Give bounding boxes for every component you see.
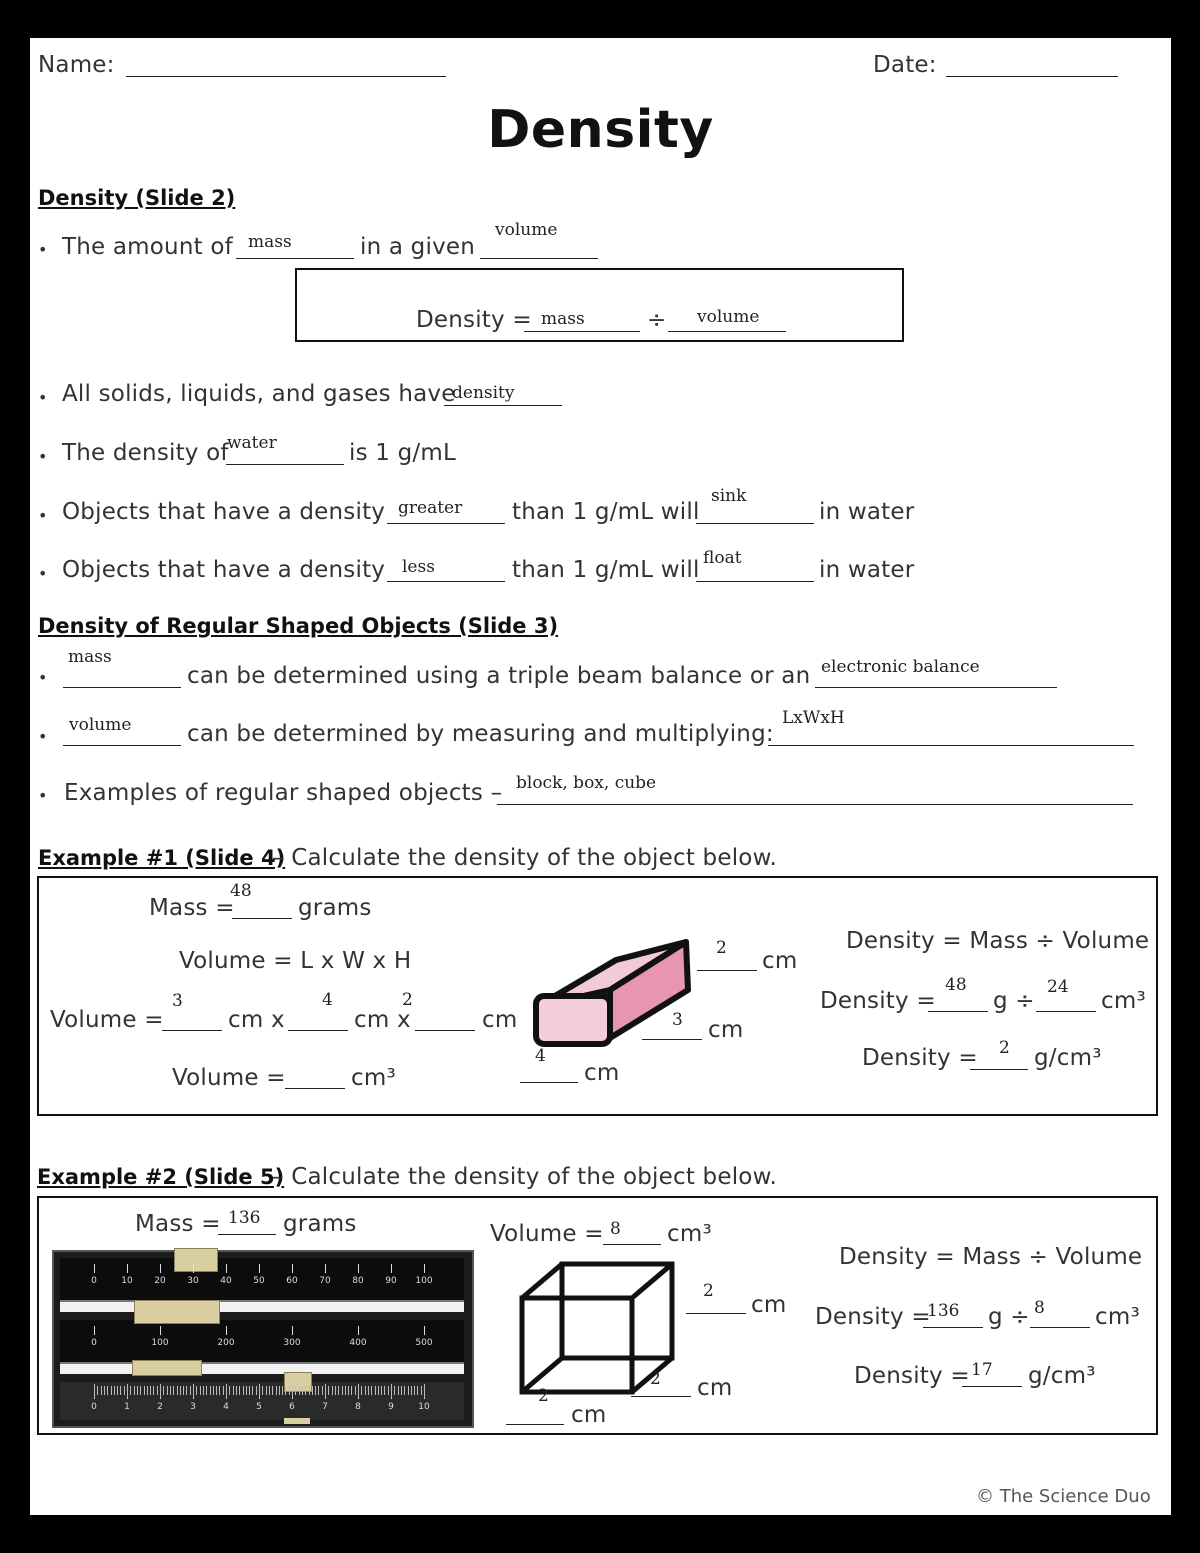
beam-3-graduation — [424, 1384, 425, 1398]
beam-3-graduation — [335, 1386, 336, 1395]
beam-3-graduation — [147, 1386, 148, 1395]
beam-1-scale-tick — [424, 1264, 425, 1273]
ex1-dim-top-blank[interactable] — [697, 970, 757, 971]
beam-1-scale-label: 0 — [91, 1276, 97, 1286]
b1-mid-text: in a given — [360, 234, 476, 260]
beam-3-graduation — [289, 1386, 290, 1395]
section-heading-regular-objects: Density of Regular Shaped Objects (Slide 3) — [38, 614, 559, 638]
b2-pre-text: All solids, liquids, and gases have — [62, 381, 456, 407]
s2-b1-answer-2: electronic balance — [821, 657, 980, 677]
beam-3-graduation — [318, 1386, 319, 1395]
beam-3-graduation — [411, 1386, 412, 1395]
beam-3-graduation — [157, 1386, 158, 1395]
ex2-dim-right-value: 2 — [703, 1281, 714, 1301]
ex1-dim-side-value: 3 — [672, 1010, 683, 1030]
beam-3-scale-label: 7 — [322, 1402, 328, 1412]
b1-answer-2: volume — [495, 220, 558, 240]
beam-2-scale-label: 100 — [151, 1338, 169, 1348]
ex1-length-blank[interactable] — [162, 1030, 222, 1031]
ex2-density-volume-blank[interactable] — [1030, 1327, 1090, 1328]
beam-3-graduation — [120, 1386, 121, 1395]
example1-heading: Example #1 (Slide 4) — [38, 846, 286, 870]
beam-3-graduation — [219, 1386, 220, 1395]
beam-1-scale-tick — [259, 1264, 260, 1273]
beam-2-scale-label: 0 — [91, 1338, 97, 1348]
beam-3-graduation — [137, 1386, 138, 1395]
name-field[interactable] — [126, 76, 446, 77]
ex1-dim-side-blank[interactable] — [642, 1039, 702, 1040]
beam-1-scale-tick — [127, 1264, 128, 1273]
beam-3-graduation — [375, 1386, 376, 1395]
beam-3-graduation — [368, 1386, 369, 1395]
b1-blank-2[interactable] — [480, 258, 598, 259]
ex2-g-div: g ÷ — [988, 1304, 1030, 1330]
beam-3-graduation — [183, 1386, 184, 1395]
section-heading-density: Density (Slide 2) — [38, 186, 236, 210]
ex1-density-result-unit: g/cm³ — [1034, 1045, 1102, 1071]
beam-3-graduation — [144, 1386, 145, 1395]
beam-3-graduation — [394, 1386, 395, 1395]
ex1-density-result-blank[interactable] — [970, 1069, 1028, 1070]
beam-3-graduation — [269, 1386, 270, 1395]
ex2-dim-bottom-unit: cm — [571, 1402, 607, 1428]
beam-1-scale-label: 20 — [154, 1276, 166, 1286]
beam-3-graduation — [345, 1386, 346, 1395]
ex2-dim-right-unit: cm — [751, 1292, 787, 1318]
beam-2-scale-label: 200 — [217, 1338, 235, 1348]
beam-3-graduation — [167, 1386, 168, 1395]
ex1-g-div: g ÷ — [993, 988, 1035, 1014]
ex2-density-result: 17 — [971, 1360, 993, 1380]
beam-1-scale-tick — [391, 1264, 392, 1273]
ex1-density-label: Density = — [820, 988, 936, 1014]
beam-3-graduation — [292, 1384, 293, 1398]
beam-3-graduation — [216, 1386, 217, 1395]
bullet-icon: • — [38, 786, 48, 805]
ex1-volume-formula: Volume = L x W x H — [179, 948, 412, 974]
beam-2-scale-tick — [358, 1326, 359, 1335]
beam-3-graduation — [302, 1386, 303, 1395]
ex1-volume-label-2: Volume = — [172, 1065, 286, 1091]
s2-b3-text: Examples of regular shaped objects – — [64, 780, 503, 806]
b1-pre-text: The amount of — [62, 234, 233, 260]
beam-3-graduation — [398, 1386, 399, 1395]
beam-3-graduation — [378, 1386, 379, 1395]
ex1-mass-blank[interactable] — [232, 918, 292, 919]
beam-3-graduation — [384, 1386, 385, 1395]
beam-1-scale-label: 70 — [319, 1276, 331, 1286]
name-label: Name: — [38, 52, 115, 78]
beam-3-graduation — [206, 1386, 207, 1395]
ex1-height-value: 2 — [402, 990, 413, 1010]
ex2-mass-blank[interactable] — [218, 1234, 276, 1235]
beam-3-graduation — [388, 1386, 389, 1395]
b4-pre-text: Objects that have a density — [62, 499, 386, 525]
ex2-density-label: Density = — [815, 1304, 931, 1330]
beam-1-scale-tick — [292, 1264, 293, 1273]
b1-answer-1: mass — [248, 232, 292, 252]
beam-3-graduation — [401, 1386, 402, 1395]
beam-3-graduation — [285, 1386, 286, 1395]
beam-3-graduation — [213, 1386, 214, 1395]
ex2-dim-bottom-value: 2 — [538, 1386, 549, 1406]
beam-3-graduation — [252, 1386, 253, 1395]
beam-3-graduation — [243, 1386, 244, 1395]
b1-blank-1[interactable] — [236, 258, 354, 259]
ex2-dim-bottom-blank[interactable] — [506, 1424, 564, 1425]
ex2-density-cm3: cm³ — [1095, 1304, 1140, 1330]
beam-rail-1 — [60, 1302, 464, 1312]
beam-2-scale-tick — [160, 1326, 161, 1335]
beam-3-graduation — [101, 1386, 102, 1395]
ex2-density-formula: Density = Mass ÷ Volume — [839, 1244, 1143, 1270]
beam-3-scale-label: 10 — [418, 1402, 430, 1412]
ex1-dim-side-unit: cm — [708, 1017, 744, 1043]
beam-2-scale-tick — [226, 1326, 227, 1335]
ex2-density-result-unit: g/cm³ — [1028, 1363, 1096, 1389]
beam-3-graduation — [417, 1386, 418, 1395]
beam-3-graduation — [348, 1386, 349, 1395]
beam-3-graduation — [236, 1386, 237, 1395]
ex1-dim-top-unit: cm — [762, 948, 798, 974]
date-field[interactable] — [946, 76, 1118, 77]
beam-3-graduation — [249, 1386, 250, 1395]
beam-3-scale-label: 2 — [157, 1402, 163, 1412]
ex2-density-mass-blank[interactable] — [923, 1327, 983, 1328]
ex1-density-cm3: cm³ — [1101, 988, 1146, 1014]
beam-3-graduation — [124, 1386, 125, 1395]
beam-3-graduation — [140, 1386, 141, 1395]
beam-3-graduation — [94, 1384, 95, 1398]
rider-2[interactable] — [134, 1300, 220, 1324]
beam-3-graduation — [404, 1386, 405, 1395]
beam-3-graduation — [309, 1386, 310, 1395]
beam-3-graduation — [239, 1386, 240, 1395]
beam-3-graduation — [153, 1386, 154, 1395]
s2-b3-blank[interactable] — [497, 804, 1133, 805]
b5-post-text: in water — [819, 557, 915, 583]
b2-blank[interactable] — [444, 405, 562, 406]
ex2-dim-right-blank[interactable] — [686, 1313, 746, 1314]
ex1-height-blank[interactable] — [415, 1030, 475, 1031]
beam-1-scale-tick — [325, 1264, 326, 1273]
ex1-length-value: 3 — [172, 991, 183, 1011]
beam-3-graduation — [322, 1386, 323, 1395]
ex2-volume-unit: cm³ — [667, 1221, 712, 1247]
ex1-width-value: 4 — [322, 990, 333, 1010]
bullet-icon: • — [38, 447, 48, 466]
beam-3-graduation — [177, 1386, 178, 1395]
ex2-dim-depth-value: 2 — [650, 1369, 661, 1389]
ex1-density-mass-blank[interactable] — [928, 1011, 988, 1012]
beam-1-scale-tick — [226, 1264, 227, 1273]
beam-3-scale-label: 4 — [223, 1402, 229, 1412]
ex1-cm-end: cm — [482, 1007, 518, 1033]
ex2-volume-label: Volume = — [490, 1221, 604, 1247]
beam-3-graduation — [210, 1386, 211, 1395]
beam-1-scale-tick — [358, 1264, 359, 1273]
s2-b1-blank-2[interactable] — [815, 687, 1057, 688]
triple-beam-balance-image — [52, 1250, 474, 1428]
ex2-density-label-2: Density = — [854, 1363, 970, 1389]
beam-3-graduation — [279, 1386, 280, 1395]
ex1-mass-label: Mass = — [149, 895, 235, 921]
ex1-dim-bottom-blank[interactable] — [520, 1082, 578, 1083]
s2-b2-answer-1: volume — [69, 715, 132, 735]
b5-blank-2[interactable] — [696, 581, 814, 582]
beam-3-graduation — [295, 1386, 296, 1395]
b4-blank-1[interactable] — [387, 523, 505, 524]
formula-label: Density = — [416, 307, 532, 333]
beam-3-graduation — [305, 1386, 306, 1395]
beam-3-scale-label: 5 — [256, 1402, 262, 1412]
beam-3-graduation — [130, 1386, 131, 1395]
ex1-mass-unit: grams — [298, 895, 372, 921]
s2-b2-text: can be determined by measuring and multiplying: — [187, 721, 774, 747]
beam-3-graduation — [170, 1386, 171, 1395]
beam-3-scale-label: 6 — [289, 1402, 295, 1412]
ex2-dim-depth-unit: cm — [697, 1375, 733, 1401]
beam-3-graduation — [203, 1386, 204, 1395]
beam-1-scale-label: 60 — [286, 1276, 298, 1286]
ex2-density-result-blank[interactable] — [962, 1386, 1022, 1387]
beam-3-graduation — [180, 1386, 181, 1395]
beam-3-graduation — [381, 1386, 382, 1395]
beam-3-graduation — [391, 1384, 392, 1398]
page-title: Density — [487, 100, 714, 160]
beam-2-scale-tick — [94, 1326, 95, 1335]
beam-1-scale-tick — [94, 1264, 95, 1273]
beam-3-graduation — [315, 1386, 316, 1395]
beam-3-graduation — [358, 1384, 359, 1398]
bullet-icon: • — [38, 506, 48, 525]
b4-mid-text: than 1 g/mL will — [512, 499, 700, 525]
formula-answer-2: volume — [697, 307, 760, 327]
ex1-volume-unit: cm³ — [351, 1065, 396, 1091]
beam-3-graduation — [114, 1386, 115, 1395]
b4-blank-2[interactable] — [696, 523, 814, 524]
ex1-cm-x-2: cm x — [354, 1007, 411, 1033]
beam-rail-2 — [60, 1364, 464, 1374]
beam-3-graduation — [325, 1384, 326, 1398]
ex2-mass-value: 136 — [228, 1208, 261, 1228]
beam-3-graduation — [332, 1386, 333, 1395]
ex1-cm-x-1: cm x — [228, 1007, 285, 1033]
beam-3-scale-label: 3 — [190, 1402, 196, 1412]
ex1-width-blank[interactable] — [288, 1030, 348, 1031]
s2-b2-blank-1[interactable] — [63, 745, 181, 746]
ex1-density-volume: 24 — [1047, 977, 1069, 997]
b5-answer-1: less — [402, 557, 435, 577]
ex1-dim-bottom-value: 4 — [535, 1046, 546, 1066]
s2-b2-blank-2[interactable] — [768, 745, 1134, 746]
b4-answer-1: greater — [398, 498, 463, 518]
b5-blank-1[interactable] — [387, 581, 505, 582]
beam-3-graduation — [365, 1386, 366, 1395]
beam-1-scale-label: 10 — [121, 1276, 133, 1286]
rider-rest — [132, 1360, 202, 1376]
ex1-density-volume-blank[interactable] — [1036, 1011, 1096, 1012]
s2-b1-blank-1[interactable] — [63, 687, 181, 688]
s2-b1-answer-1: mass — [68, 647, 112, 667]
beam-3-graduation — [421, 1386, 422, 1395]
beam-1-scale-label: 90 — [385, 1276, 397, 1286]
b4-post-text: in water — [819, 499, 915, 525]
ex1-volume-label: Volume = — [50, 1007, 164, 1033]
bullet-icon: • — [38, 240, 48, 259]
s2-b1-text: can be determined using a triple beam balance or an — [187, 663, 811, 689]
beam-3-graduation — [226, 1384, 227, 1398]
beam-3-graduation — [97, 1386, 98, 1395]
ex1-density-label-2: Density = — [862, 1045, 978, 1071]
beam-3-graduation — [104, 1386, 105, 1395]
beam-1-scale-label: 30 — [187, 1276, 199, 1286]
beam-3-graduation — [173, 1386, 174, 1395]
b3-post-text: is 1 g/mL — [349, 440, 456, 466]
ex1-dim-bottom-unit: cm — [584, 1060, 620, 1086]
beam-3-graduation — [107, 1386, 108, 1395]
rectangular-prism-eraser — [528, 934, 696, 1056]
beam-1-scale-label: 100 — [415, 1276, 433, 1286]
beam-3-graduation — [117, 1386, 118, 1395]
b5-answer-2: float — [703, 548, 742, 568]
b4-answer-2: sink — [711, 486, 747, 506]
formula-answer-1: mass — [541, 309, 585, 329]
beam-3-graduation — [163, 1386, 164, 1395]
beam-3-graduation — [259, 1384, 260, 1398]
ex1-density-result: 2 — [999, 1038, 1010, 1058]
b3-pre-text: The density of — [62, 440, 229, 466]
ex2-density-mass: 136 — [927, 1301, 960, 1321]
beam-3-graduation — [223, 1386, 224, 1395]
beam-2 — [60, 1320, 464, 1364]
b5-mid-text: than 1 g/mL will — [512, 557, 700, 583]
beam-1-scale-label: 50 — [253, 1276, 265, 1286]
example2-heading: Example #2 (Slide 5) — [37, 1165, 285, 1189]
beam-1-scale-label: 40 — [220, 1276, 232, 1286]
beam-1-scale-tick — [160, 1264, 161, 1273]
beam-3-scale-label: 9 — [388, 1402, 394, 1412]
beam-3-graduation — [193, 1384, 194, 1398]
ex1-volume-blank[interactable] — [285, 1088, 345, 1089]
beam-3-graduation — [338, 1386, 339, 1395]
beam-3-graduation — [408, 1386, 409, 1395]
beam-3-graduation — [127, 1384, 128, 1398]
ex2-dim-depth-blank[interactable] — [631, 1396, 691, 1397]
beam-3-graduation — [256, 1386, 257, 1395]
beam-3-graduation — [229, 1386, 230, 1395]
example2-instruction: – Calculate the density of the object below. — [272, 1164, 777, 1190]
beam-3-graduation — [200, 1386, 201, 1395]
b2-answer: density — [452, 383, 515, 403]
beam-2-scale-label: 400 — [349, 1338, 367, 1348]
ex2-volume-blank[interactable] — [603, 1244, 661, 1245]
bullet-icon: • — [38, 668, 48, 687]
beam-3-graduation — [266, 1386, 267, 1395]
beam-3-graduation — [312, 1386, 313, 1395]
s2-b3-answer: block, box, cube — [516, 773, 657, 793]
b3-blank[interactable] — [226, 464, 344, 465]
ex2-mass-unit: grams — [283, 1211, 357, 1237]
beam-3-graduation — [414, 1386, 415, 1395]
beam-3-graduation — [233, 1386, 234, 1395]
b3-answer: water — [227, 433, 277, 453]
beam-3-graduation — [351, 1386, 352, 1395]
example1-instruction: – Calculate the density of the object below. — [272, 845, 777, 871]
worksheet-page — [30, 38, 1171, 1515]
beam-3-graduation — [328, 1386, 329, 1395]
beam-3-graduation — [282, 1386, 283, 1395]
beam-3-graduation — [134, 1386, 135, 1395]
formula-blank-1[interactable] — [524, 331, 640, 332]
beam-2-scale-label: 300 — [283, 1338, 301, 1348]
rider-1[interactable] — [174, 1248, 218, 1272]
beam-3-graduation — [186, 1386, 187, 1395]
bullet-icon: • — [38, 564, 48, 583]
beam-3-graduation — [371, 1386, 372, 1395]
date-label: Date: — [873, 52, 937, 78]
ex1-mass-value: 48 — [230, 881, 252, 901]
beam-3-scale-label: 8 — [355, 1402, 361, 1412]
beam-3-graduation — [355, 1386, 356, 1395]
beam-3-graduation — [262, 1386, 263, 1395]
beam-3-graduation — [299, 1386, 300, 1395]
formula-blank-2[interactable] — [668, 331, 786, 332]
ex2-volume-value: 8 — [610, 1219, 621, 1239]
ex1-density-mass: 48 — [945, 975, 967, 995]
bullet-icon: • — [38, 388, 48, 407]
bullet-icon: • — [38, 727, 48, 746]
beam-3-scale-label: 1 — [124, 1402, 130, 1412]
beam-3-graduation — [111, 1386, 112, 1395]
beam-3-graduation — [160, 1384, 161, 1398]
beam-2-scale-tick — [292, 1326, 293, 1335]
s2-b2-answer-2: LxWxH — [782, 708, 845, 728]
beam-3-graduation — [246, 1386, 247, 1395]
beam-2-scale-tick — [424, 1326, 425, 1335]
beam-3-graduation — [190, 1386, 191, 1395]
beam-3-scale-label: 0 — [91, 1402, 97, 1412]
beam-3-graduation — [342, 1386, 343, 1395]
beam-3-graduation — [150, 1386, 151, 1395]
beam-2-scale-label: 500 — [415, 1338, 433, 1348]
beam-3-graduation — [196, 1386, 197, 1395]
ex2-mass-label: Mass = — [135, 1211, 221, 1237]
copyright-text: © The Science Duo — [976, 1486, 1151, 1507]
beam-1-scale-tick — [193, 1264, 194, 1273]
formula-divide: ÷ — [647, 307, 667, 333]
beam-3-graduation — [361, 1386, 362, 1395]
b5-pre-text: Objects that have a density — [62, 557, 386, 583]
ex2-density-volume: 8 — [1034, 1298, 1045, 1318]
beam-1-scale-label: 80 — [352, 1276, 364, 1286]
ex1-dim-top-value: 2 — [716, 938, 727, 958]
rider-3-base — [284, 1418, 310, 1424]
beam-3-graduation — [276, 1386, 277, 1395]
ex1-density-formula: Density = Mass ÷ Volume — [846, 928, 1150, 954]
beam-3-graduation — [272, 1386, 273, 1395]
